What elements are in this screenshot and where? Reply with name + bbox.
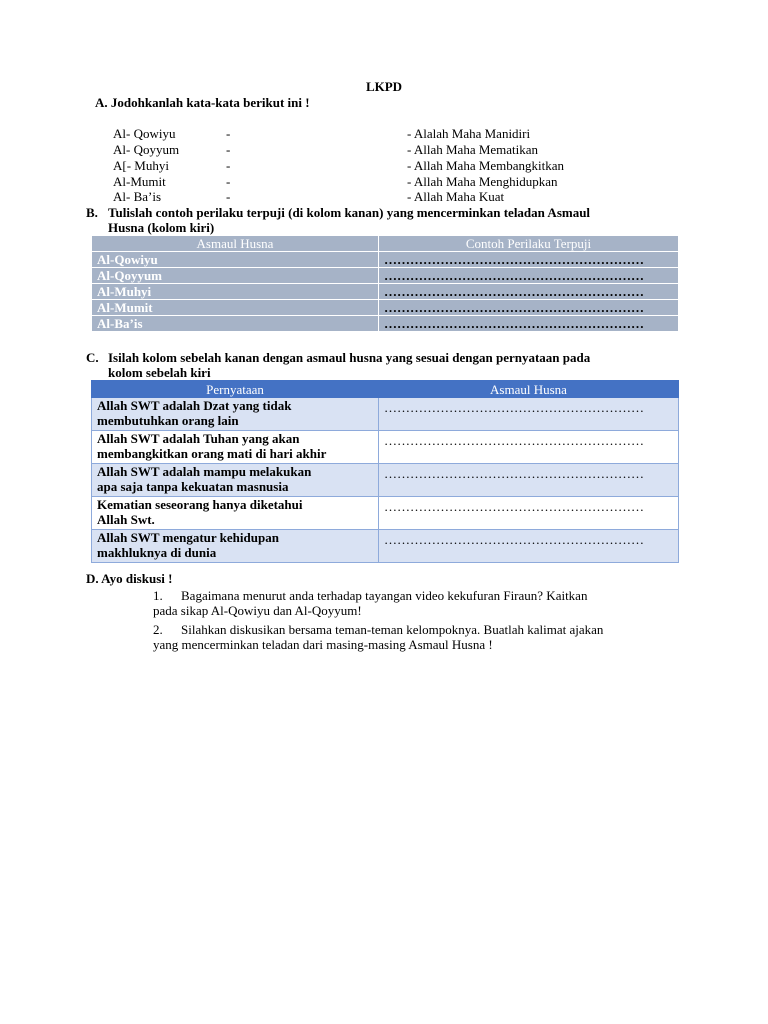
answer-blank[interactable]: …………………………………………………… [379,316,679,332]
answer-blank[interactable]: …………………………………………………… [379,530,679,563]
section-c-heading-line1: Isilah kolom sebelah kanan dengan asmaul husna yang sesuai dengan pernyataan pada [108,350,591,365]
section-c-label: C. [86,350,99,365]
section-b-label: B. [86,205,98,220]
table-row [92,398,679,431]
statement-line: membangkitkan orang mati di hari akhir [97,446,327,461]
section-c-heading-line2: kolom sebelah kiri [108,365,211,380]
matching-meaning: - Allah Maha Kuat [407,189,505,204]
matching-dash: - [226,142,231,157]
answer-blank[interactable]: …………………………………………………… [379,284,679,300]
section-a-heading: A. Jodohkanlah kata-kata berikut ini ! [95,95,310,110]
statement-cell [92,398,379,431]
matching-term: Al- Qowiyu [113,126,176,141]
table-row [92,268,679,284]
table-row [92,497,679,530]
matching-row [0,189,768,205]
asmaul-husna-name: Al-Qowiyu [92,252,379,268]
table-row [92,252,679,268]
table-row [92,284,679,300]
column-header-pernyataan: Pernyataan [92,381,379,398]
matching-meaning: - Allah Maha Mematikan [407,142,539,157]
statement-cell [92,464,379,497]
answer-blank[interactable]: …………………………………………………… [379,300,679,316]
statement-line: Allah Swt. [97,512,155,527]
matching-term: Al- Ba’is [113,189,162,204]
matching-meaning: - Allah Maha Membangkitkan [407,158,565,173]
matching-row [0,158,768,174]
column-header-contoh-perilaku: Contoh Perilaku Terpuji [379,236,679,252]
table-header-row [92,236,679,252]
matching-dash: - [226,126,231,141]
discussion-item-text: Silahkan diskusikan bersama teman-teman kelompoknya. Buatlah kalimat ajakan [181,622,604,637]
statement-line: Allah SWT mengatur kehidupan [97,530,279,545]
asmaul-husna-name: Al-Muhyi [92,284,379,300]
discussion-item-text: Bagaimana menurut anda terhadap tayangan video kekufuran Firaun? Kaitkan [181,588,588,603]
asmaul-husna-name: Al-Qoyyum [92,268,379,284]
answer-blank[interactable]: …………………………………………………… [379,398,679,431]
asmaul-husna-name: Al-Mumit [92,300,379,316]
statement-cell [92,431,379,464]
matching-row [0,126,768,142]
section-b-heading-line1: Tulislah contoh perilaku terpuji (di kolom kanan) yang mencerminkan teladan Asmaul [108,205,591,220]
statement-cell [92,497,379,530]
column-header-asmaul-husna: Asmaul Husna [92,236,379,252]
table-header-row [92,381,679,398]
discussion-item-number: 1. [153,588,163,603]
matching-meaning: - Alalah Maha Manidiri [407,126,531,141]
table-row [92,431,679,464]
statement-line: Allah SWT adalah Tuhan yang akan [97,431,300,446]
section-d-heading: D. Ayo diskusi ! [86,571,173,586]
matching-term: Al-Mumit [113,174,166,189]
matching-dash: - [226,189,231,204]
answer-blank[interactable]: …………………………………………………… [379,252,679,268]
column-header-asmaul-husna: Asmaul Husna [379,381,679,398]
matching-dash: - [226,158,231,173]
section-b-heading-line2: Husna (kolom kiri) [108,220,215,235]
table-row [92,300,679,316]
discussion-item-number: 2. [153,622,163,637]
answer-blank[interactable]: …………………………………………………… [379,497,679,530]
answer-blank[interactable]: …………………………………………………… [379,431,679,464]
statement-line: Kematian seseorang hanya diketahui [97,497,303,512]
matching-term: A[- Muhyi [113,158,169,173]
statement-line: Allah SWT adalah mampu melakukan [97,464,312,479]
statement-line: Allah SWT adalah Dzat yang tidak [97,398,292,413]
answer-blank[interactable]: …………………………………………………… [379,268,679,284]
discussion-item-text-cont: yang mencerminkan teladan dari masing-masing Asmaul Husna ! [153,637,493,652]
matching-dash: - [226,174,231,189]
matching-row [0,174,768,190]
asmaul-husna-name: Al-Ba’is [92,316,379,332]
pernyataan-table [91,380,679,563]
matching-row [0,142,768,158]
matching-term: Al- Qoyyum [113,142,180,157]
page-title: LKPD [365,79,403,94]
table-row [92,530,679,563]
answer-blank[interactable]: …………………………………………………… [379,464,679,497]
matching-meaning: - Allah Maha Menghidupkan [407,174,558,189]
asmaul-husna-table [91,235,679,332]
table-row [92,316,679,332]
statement-line: membutuhkan orang lain [97,413,239,428]
statement-line: apa saja tanpa kekuatan masnusia [97,479,289,494]
table-row [92,464,679,497]
discussion-item-text-cont: pada sikap Al-Qowiyu dan Al-Qoyyum! [153,603,362,618]
statement-line: makhluknya di dunia [97,545,217,560]
statement-cell [92,530,379,563]
